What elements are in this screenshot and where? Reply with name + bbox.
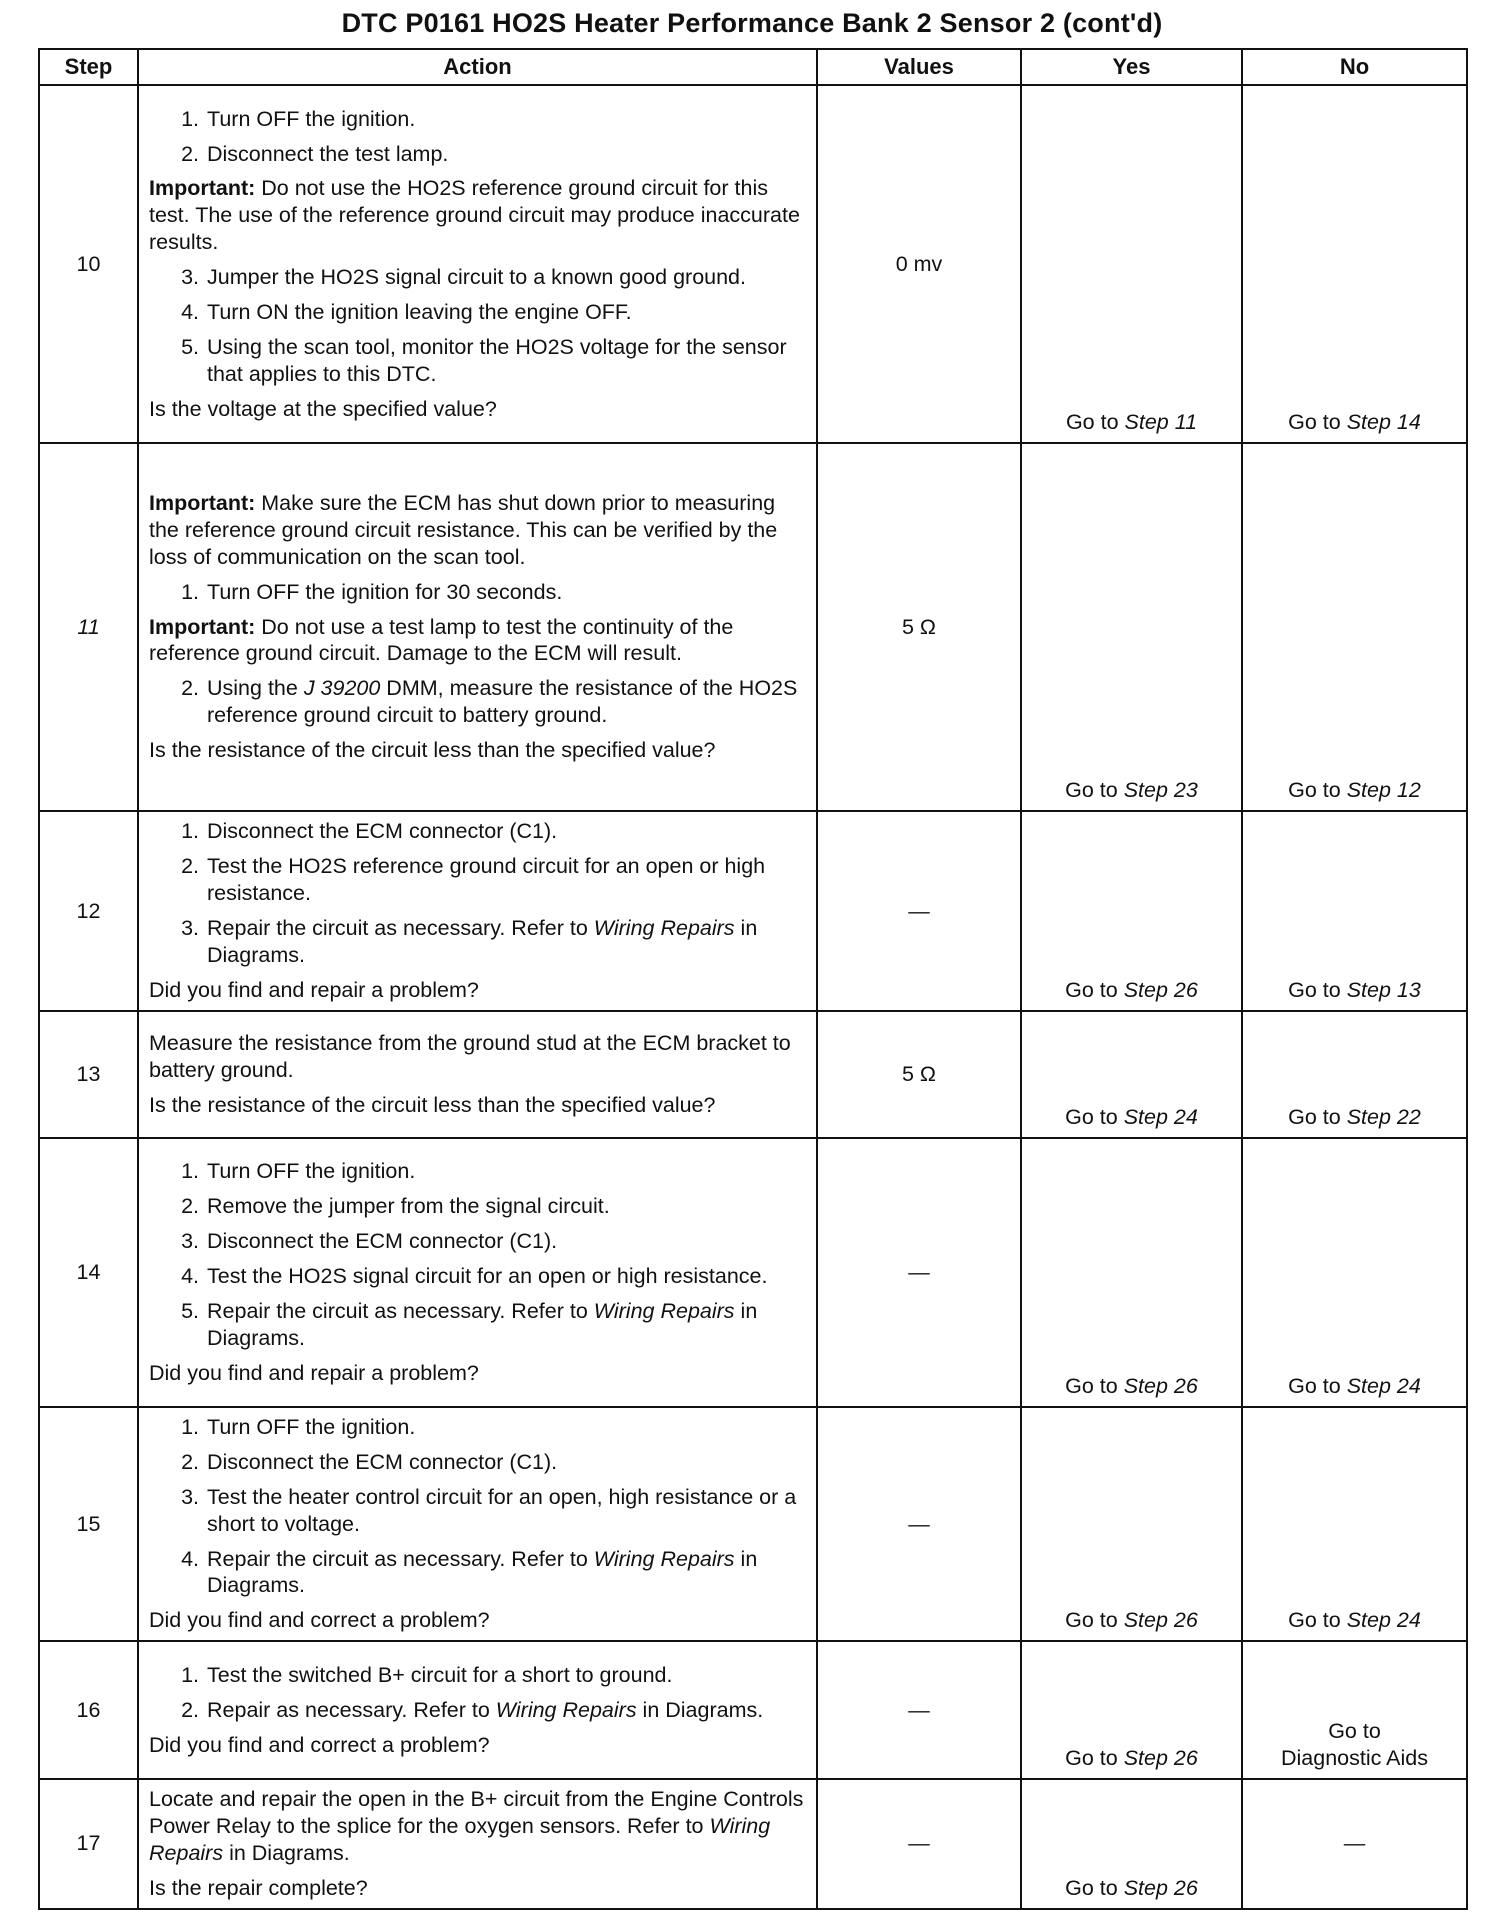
- important-note: Important: Do not use a test lamp to test the continuity of the reference ground circuit. Damage to the ECM will result.: [149, 614, 734, 666]
- value-cell: —: [817, 1641, 1021, 1779]
- action-cell: [138, 85, 817, 443]
- action-item: 1. Disconnect the ECM connector (C1).: [181, 819, 558, 844]
- action-item: 1. Turn OFF the ignition for 30 seconds.: [181, 579, 563, 604]
- action-item: 5. Repair the circuit as necessary. Refer to Wiring Repairs in Diagrams.: [181, 1298, 758, 1350]
- action-item: 1. Turn OFF the ignition.: [181, 1415, 416, 1439]
- no-cell: Go to Step 13: [1242, 811, 1467, 1011]
- table-row: [39, 1779, 1467, 1909]
- action-item: 5. Using the scan tool, monitor the HO2S voltage for the sensor that applies to this DTC.: [181, 334, 787, 386]
- action-cell: [138, 1011, 817, 1138]
- action-item: 2. Disconnect the test lamp.: [181, 141, 449, 166]
- action-cell: [138, 1641, 817, 1779]
- value-cell: 5 Ω: [817, 1011, 1021, 1138]
- table-row: [39, 1011, 1467, 1138]
- action-cell: [138, 811, 817, 1011]
- value-cell: —: [817, 1407, 1021, 1641]
- yes-cell: Go to Step 26: [1021, 1779, 1242, 1909]
- value-cell: 5 Ω: [817, 443, 1021, 811]
- value-cell: 0 mv: [817, 85, 1021, 443]
- yes-cell: Go to Step 26: [1021, 1641, 1242, 1779]
- action-text: Locate and repair the open in the B+ circuit from the Engine Controls Power Relay to the splice for the oxygen sensors. Refer to Wiring Repairs in Diagrams.: [149, 1787, 804, 1865]
- action-item: 4. Test the HO2S signal circuit for an open or high resistance.: [181, 1264, 768, 1289]
- table-row: [39, 443, 1467, 811]
- action-item: 2. Disconnect the ECM connector (C1).: [181, 1449, 558, 1474]
- yes-cell: Go to Step 26: [1021, 1407, 1242, 1641]
- action-item: 2. Test the HO2S reference ground circuit for an open or high resistance.: [181, 854, 766, 906]
- step-number: 15: [39, 1407, 138, 1641]
- value-cell: —: [817, 1138, 1021, 1407]
- yes-cell: Go to Step 11: [1021, 85, 1242, 443]
- action-item: 2. Repair as necessary. Refer to Wiring Repairs in Diagrams.: [181, 1697, 764, 1722]
- table-row: [39, 1641, 1467, 1779]
- header-no: No: [1242, 49, 1467, 85]
- value-cell: —: [817, 1779, 1021, 1909]
- yes-cell: Go to Step 23: [1021, 443, 1242, 811]
- table-row: [39, 85, 1467, 443]
- action-item: 3. Test the heater control circuit for an open, high resistance or a short to voltage.: [181, 1484, 797, 1536]
- step-number: 10: [39, 85, 138, 443]
- yes-cell: Go to Step 26: [1021, 811, 1242, 1011]
- action-question: Is the voltage at the specified value?: [149, 396, 497, 421]
- action-item: 2. Remove the jumper from the signal circuit.: [181, 1194, 610, 1219]
- action-item: 4. Turn ON the ignition leaving the engine OFF.: [181, 299, 632, 324]
- action-question: Is the repair complete?: [149, 1875, 368, 1900]
- step-number: 12: [39, 811, 138, 1011]
- action-cell: [138, 1407, 817, 1641]
- action-question: Is the resistance of the circuit less than the specified value?: [149, 1092, 716, 1117]
- action-cell: [138, 1779, 817, 1909]
- step-number: 13: [39, 1011, 138, 1138]
- value-cell: —: [817, 811, 1021, 1011]
- step-number: 11: [39, 443, 138, 811]
- table-row: [39, 1138, 1467, 1407]
- table-header-row: [39, 49, 1467, 85]
- no-cell: Go to Step 22: [1242, 1011, 1467, 1138]
- header-step: Step: [39, 49, 138, 85]
- action-item: 3. Jumper the HO2S signal circuit to a known good ground.: [181, 265, 746, 289]
- no-cell: Go to Diagnostic Aids: [1242, 1641, 1467, 1779]
- action-question: Did you find and correct a problem?: [149, 1608, 490, 1633]
- no-cell: Go to Step 12: [1242, 443, 1467, 811]
- header-values: Values: [817, 49, 1021, 85]
- action-question: Did you find and repair a problem?: [149, 977, 479, 1002]
- action-item: 1. Turn OFF the ignition.: [181, 106, 416, 131]
- action-question: Did you find and correct a problem?: [149, 1732, 490, 1757]
- action-item: 3. Disconnect the ECM connector (C1).: [181, 1229, 558, 1254]
- no-cell: Go to Step 24: [1242, 1138, 1467, 1407]
- table-row: [39, 811, 1467, 1011]
- action-text: Measure the resistance from the ground stud at the ECM bracket to battery ground.: [149, 1031, 791, 1083]
- step-number: 14: [39, 1138, 138, 1407]
- yes-cell: Go to Step 24: [1021, 1011, 1242, 1138]
- no-cell: Go to Step 14: [1242, 85, 1467, 443]
- important-note: Important: Make sure the ECM has shut down prior to measuring the reference ground circuit resistance. This can be verified by the loss of communication on the scan tool.: [149, 491, 778, 569]
- yes-cell: Go to Step 26: [1021, 1138, 1242, 1407]
- action-question: Is the resistance of the circuit less than the specified value?: [149, 738, 716, 763]
- action-item: 3. Repair the circuit as necessary. Refer to Wiring Repairs in Diagrams.: [181, 916, 758, 967]
- diagnostic-table: [38, 48, 1468, 1910]
- page-title: DTC P0161 HO2S Heater Performance Bank 2 Sensor 2 (cont'd): [341, 8, 1163, 38]
- table-row: [39, 1407, 1467, 1641]
- action-item: 1. Turn OFF the ignition.: [181, 1159, 416, 1184]
- action-item: 4. Repair the circuit as necessary. Refer to Wiring Repairs in Diagrams.: [181, 1546, 758, 1598]
- step-number: 16: [39, 1641, 138, 1779]
- no-cell: Go to Step 24: [1242, 1407, 1467, 1641]
- action-cell: [138, 443, 817, 811]
- action-item: 1. Test the switched B+ circuit for a short to ground.: [181, 1662, 673, 1687]
- action-cell: [138, 1138, 817, 1407]
- no-cell: —: [1242, 1779, 1467, 1909]
- action-item: 2. Using the J 39200 DMM, measure the resistance of the HO2S reference ground circuit to battery ground.: [181, 676, 798, 728]
- important-note: Important: Do not use the HO2S reference ground circuit for this test. The use of the reference ground circuit may produce inaccurate results.: [149, 176, 800, 255]
- header-yes: Yes: [1021, 49, 1242, 85]
- action-question: Did you find and repair a problem?: [149, 1360, 479, 1385]
- step-number: 17: [39, 1779, 138, 1909]
- header-action: Action: [138, 49, 817, 85]
